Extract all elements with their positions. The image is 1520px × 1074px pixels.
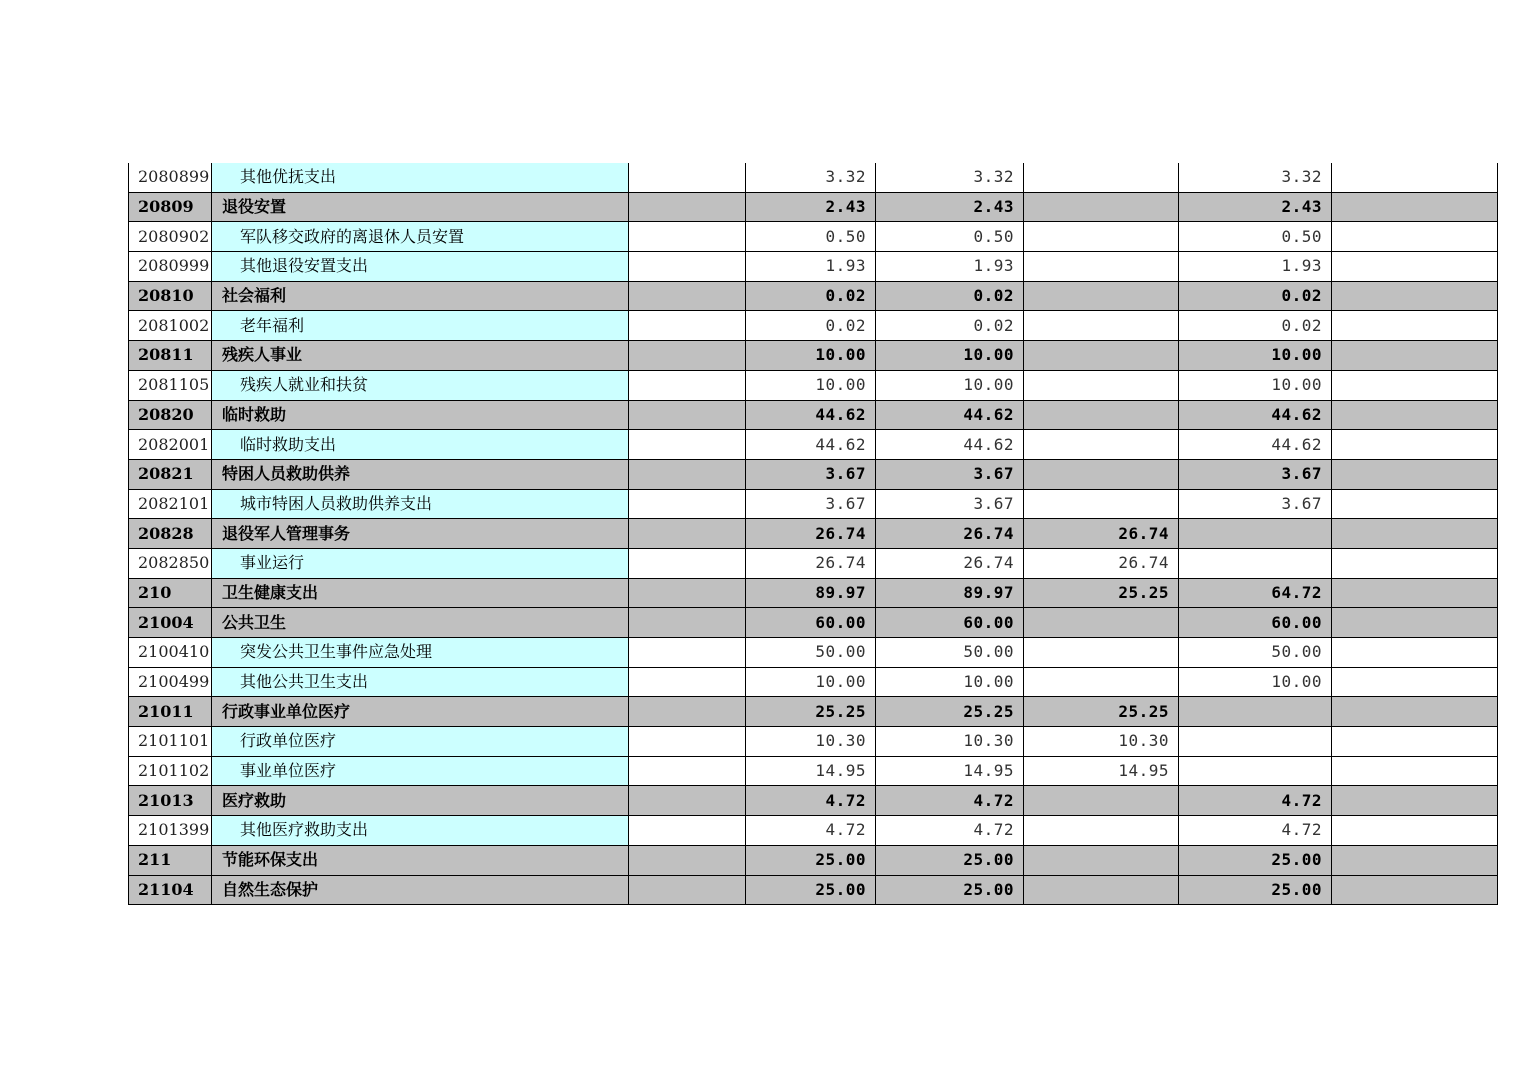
total-amount-cell: 10.00: [746, 667, 876, 697]
empty-cell: [629, 578, 746, 608]
other-expenditure-cell: [1332, 192, 1498, 222]
subtotal-amount-cell: 50.00: [876, 638, 1024, 668]
summary-row: [129, 459, 1498, 489]
subject-code-cell: 2100410: [129, 638, 212, 668]
total-amount-cell: 10.00: [746, 370, 876, 400]
subject-name-cell: 其他医疗救助支出: [212, 816, 629, 846]
subject-name-cell: 老年福利: [212, 311, 629, 341]
other-expenditure-cell: [1332, 459, 1498, 489]
basic-expenditure-cell: [1024, 667, 1179, 697]
basic-expenditure-cell: [1024, 816, 1179, 846]
project-expenditure-cell: 0.50: [1179, 222, 1332, 252]
subject-name-cell: 军队移交政府的离退休人员安置: [212, 222, 629, 252]
total-amount-cell: 50.00: [746, 638, 876, 668]
other-expenditure-cell: [1332, 756, 1498, 786]
empty-cell: [629, 697, 746, 727]
empty-cell: [629, 875, 746, 905]
detail-row: [129, 252, 1498, 282]
subject-code-cell: 2101399: [129, 816, 212, 846]
project-expenditure-cell: 4.72: [1179, 816, 1332, 846]
project-expenditure-cell: 10.00: [1179, 370, 1332, 400]
subject-name-cell: 残疾人就业和扶贫: [212, 370, 629, 400]
detail-row: [129, 311, 1498, 341]
subtotal-amount-cell: 3.67: [876, 459, 1024, 489]
empty-cell: [629, 370, 746, 400]
detail-row: [129, 816, 1498, 846]
total-amount-cell: 4.72: [746, 816, 876, 846]
empty-cell: [629, 519, 746, 549]
subject-code-cell: 21104: [129, 875, 212, 905]
summary-row: [129, 192, 1498, 222]
subject-code-cell: 21013: [129, 786, 212, 816]
project-expenditure-cell: 64.72: [1179, 578, 1332, 608]
basic-expenditure-cell: [1024, 459, 1179, 489]
subject-code-cell: 20809: [129, 192, 212, 222]
other-expenditure-cell: [1332, 667, 1498, 697]
project-expenditure-cell: [1179, 756, 1332, 786]
table-body: [129, 163, 1498, 905]
project-expenditure-cell: 1.93: [1179, 252, 1332, 282]
other-expenditure-cell: [1332, 786, 1498, 816]
subject-code-cell: 20828: [129, 519, 212, 549]
total-amount-cell: 3.67: [746, 489, 876, 519]
empty-cell: [629, 667, 746, 697]
subject-name-cell: 自然生态保护: [212, 875, 629, 905]
project-expenditure-cell: [1179, 727, 1332, 757]
basic-expenditure-cell: [1024, 875, 1179, 905]
basic-expenditure-cell: [1024, 281, 1179, 311]
subject-name-cell: 事业运行: [212, 548, 629, 578]
total-amount-cell: 25.00: [746, 845, 876, 875]
subject-name-cell: 行政单位医疗: [212, 727, 629, 757]
project-expenditure-cell: [1179, 548, 1332, 578]
subject-name-cell: 社会福利: [212, 281, 629, 311]
subtotal-amount-cell: 10.00: [876, 667, 1024, 697]
subject-name-cell: 其他优抚支出: [212, 163, 629, 192]
detail-row: [129, 222, 1498, 252]
empty-cell: [629, 192, 746, 222]
summary-row: [129, 400, 1498, 430]
subject-name-cell: 城市特困人员救助供养支出: [212, 489, 629, 519]
other-expenditure-cell: [1332, 252, 1498, 282]
subtotal-amount-cell: 10.00: [876, 341, 1024, 371]
detail-row: [129, 489, 1498, 519]
total-amount-cell: 10.30: [746, 727, 876, 757]
subject-code-cell: 2101102: [129, 756, 212, 786]
empty-cell: [629, 816, 746, 846]
project-expenditure-cell: 44.62: [1179, 430, 1332, 460]
other-expenditure-cell: [1332, 163, 1498, 192]
total-amount-cell: 26.74: [746, 548, 876, 578]
empty-cell: [629, 727, 746, 757]
empty-cell: [629, 341, 746, 371]
subtotal-amount-cell: 26.74: [876, 548, 1024, 578]
subject-name-cell: 临时救助支出: [212, 430, 629, 460]
subtotal-amount-cell: 0.50: [876, 222, 1024, 252]
empty-cell: [629, 430, 746, 460]
total-amount-cell: 1.93: [746, 252, 876, 282]
other-expenditure-cell: [1332, 281, 1498, 311]
other-expenditure-cell: [1332, 370, 1498, 400]
total-amount-cell: 10.00: [746, 341, 876, 371]
other-expenditure-cell: [1332, 697, 1498, 727]
subject-name-cell: 残疾人事业: [212, 341, 629, 371]
total-amount-cell: 26.74: [746, 519, 876, 549]
subject-name-cell: 其他公共卫生支出: [212, 667, 629, 697]
basic-expenditure-cell: [1024, 786, 1179, 816]
total-amount-cell: 3.67: [746, 459, 876, 489]
subject-name-cell: 事业单位医疗: [212, 756, 629, 786]
subject-name-cell: 突发公共卫生事件应急处理: [212, 638, 629, 668]
empty-cell: [629, 400, 746, 430]
empty-cell: [629, 489, 746, 519]
subject-code-cell: 211: [129, 845, 212, 875]
detail-row: [129, 667, 1498, 697]
basic-expenditure-cell: [1024, 400, 1179, 430]
empty-cell: [629, 311, 746, 341]
total-amount-cell: 0.02: [746, 281, 876, 311]
total-amount-cell: 44.62: [746, 430, 876, 460]
summary-row: [129, 281, 1498, 311]
project-expenditure-cell: 2.43: [1179, 192, 1332, 222]
project-expenditure-cell: 60.00: [1179, 608, 1332, 638]
basic-expenditure-cell: [1024, 845, 1179, 875]
subtotal-amount-cell: 2.43: [876, 192, 1024, 222]
other-expenditure-cell: [1332, 727, 1498, 757]
subtotal-amount-cell: 0.02: [876, 311, 1024, 341]
detail-row: [129, 756, 1498, 786]
total-amount-cell: 14.95: [746, 756, 876, 786]
total-amount-cell: 2.43: [746, 192, 876, 222]
subject-code-cell: 20821: [129, 459, 212, 489]
project-expenditure-cell: 10.00: [1179, 667, 1332, 697]
empty-cell: [629, 638, 746, 668]
total-amount-cell: 89.97: [746, 578, 876, 608]
basic-expenditure-cell: [1024, 638, 1179, 668]
subject-code-cell: 2081002: [129, 311, 212, 341]
total-amount-cell: 4.72: [746, 786, 876, 816]
summary-row: [129, 845, 1498, 875]
summary-row: [129, 875, 1498, 905]
subtotal-amount-cell: 3.32: [876, 163, 1024, 192]
summary-row: [129, 341, 1498, 371]
subtotal-amount-cell: 10.00: [876, 370, 1024, 400]
subject-code-cell: 2082001: [129, 430, 212, 460]
basic-expenditure-cell: 14.95: [1024, 756, 1179, 786]
empty-cell: [629, 786, 746, 816]
subject-name-cell: 退役军人管理事务: [212, 519, 629, 549]
project-expenditure-cell: 0.02: [1179, 281, 1332, 311]
other-expenditure-cell: [1332, 875, 1498, 905]
subtotal-amount-cell: 3.67: [876, 489, 1024, 519]
empty-cell: [629, 252, 746, 282]
empty-cell: [629, 756, 746, 786]
subtotal-amount-cell: 60.00: [876, 608, 1024, 638]
subtotal-amount-cell: 25.00: [876, 845, 1024, 875]
subject-code-cell: 20811: [129, 341, 212, 371]
subject-name-cell: 临时救助: [212, 400, 629, 430]
total-amount-cell: 0.50: [746, 222, 876, 252]
other-expenditure-cell: [1332, 400, 1498, 430]
basic-expenditure-cell: [1024, 608, 1179, 638]
subject-code-cell: 2080999: [129, 252, 212, 282]
total-amount-cell: 60.00: [746, 608, 876, 638]
total-amount-cell: 3.32: [746, 163, 876, 192]
subtotal-amount-cell: 0.02: [876, 281, 1024, 311]
subject-name-cell: 医疗救助: [212, 786, 629, 816]
basic-expenditure-cell: 25.25: [1024, 578, 1179, 608]
empty-cell: [629, 845, 746, 875]
summary-row: [129, 697, 1498, 727]
other-expenditure-cell: [1332, 845, 1498, 875]
basic-expenditure-cell: 26.74: [1024, 519, 1179, 549]
basic-expenditure-cell: [1024, 341, 1179, 371]
summary-row: [129, 519, 1498, 549]
other-expenditure-cell: [1332, 222, 1498, 252]
detail-row: [129, 638, 1498, 668]
subtotal-amount-cell: 4.72: [876, 786, 1024, 816]
subtotal-amount-cell: 26.74: [876, 519, 1024, 549]
project-expenditure-cell: 3.32: [1179, 163, 1332, 192]
subject-code-cell: 21011: [129, 697, 212, 727]
basic-expenditure-cell: [1024, 430, 1179, 460]
subject-code-cell: 2101101: [129, 727, 212, 757]
summary-row: [129, 608, 1498, 638]
subtotal-amount-cell: 89.97: [876, 578, 1024, 608]
basic-expenditure-cell: [1024, 192, 1179, 222]
project-expenditure-cell: 50.00: [1179, 638, 1332, 668]
empty-cell: [629, 163, 746, 192]
basic-expenditure-cell: [1024, 222, 1179, 252]
project-expenditure-cell: 4.72: [1179, 786, 1332, 816]
subject-name-cell: 卫生健康支出: [212, 578, 629, 608]
subtotal-amount-cell: 14.95: [876, 756, 1024, 786]
subject-code-cell: 2100499: [129, 667, 212, 697]
subtotal-amount-cell: 10.30: [876, 727, 1024, 757]
project-expenditure-cell: 25.00: [1179, 875, 1332, 905]
empty-cell: [629, 281, 746, 311]
basic-expenditure-cell: [1024, 370, 1179, 400]
detail-row: [129, 163, 1498, 192]
subject-code-cell: 21004: [129, 608, 212, 638]
basic-expenditure-cell: [1024, 489, 1179, 519]
summary-row: [129, 786, 1498, 816]
subtotal-amount-cell: 44.62: [876, 430, 1024, 460]
empty-cell: [629, 459, 746, 489]
detail-row: [129, 548, 1498, 578]
subject-name-cell: 特困人员救助供养: [212, 459, 629, 489]
total-amount-cell: 25.00: [746, 875, 876, 905]
total-amount-cell: 0.02: [746, 311, 876, 341]
project-expenditure-cell: 0.02: [1179, 311, 1332, 341]
subtotal-amount-cell: 25.25: [876, 697, 1024, 727]
other-expenditure-cell: [1332, 489, 1498, 519]
empty-cell: [629, 548, 746, 578]
other-expenditure-cell: [1332, 578, 1498, 608]
project-expenditure-cell: 3.67: [1179, 489, 1332, 519]
other-expenditure-cell: [1332, 311, 1498, 341]
total-amount-cell: 25.25: [746, 697, 876, 727]
project-expenditure-cell: [1179, 519, 1332, 549]
basic-expenditure-cell: [1024, 311, 1179, 341]
detail-row: [129, 370, 1498, 400]
other-expenditure-cell: [1332, 608, 1498, 638]
empty-cell: [629, 608, 746, 638]
detail-row: [129, 430, 1498, 460]
other-expenditure-cell: [1332, 519, 1498, 549]
subject-code-cell: 2082850: [129, 548, 212, 578]
basic-expenditure-cell: 25.25: [1024, 697, 1179, 727]
other-expenditure-cell: [1332, 548, 1498, 578]
subject-code-cell: 20810: [129, 281, 212, 311]
other-expenditure-cell: [1332, 341, 1498, 371]
subtotal-amount-cell: 4.72: [876, 816, 1024, 846]
subject-code-cell: 210: [129, 578, 212, 608]
subtotal-amount-cell: 25.00: [876, 875, 1024, 905]
project-expenditure-cell: 44.62: [1179, 400, 1332, 430]
basic-expenditure-cell: [1024, 252, 1179, 282]
subject-name-cell: 行政事业单位医疗: [212, 697, 629, 727]
project-expenditure-cell: 10.00: [1179, 341, 1332, 371]
subject-code-cell: 20820: [129, 400, 212, 430]
empty-cell: [629, 222, 746, 252]
summary-row: [129, 578, 1498, 608]
subject-code-cell: 2080899: [129, 163, 212, 192]
budget-table: [128, 163, 1498, 905]
subject-name-cell: 其他退役安置支出: [212, 252, 629, 282]
total-amount-cell: 44.62: [746, 400, 876, 430]
basic-expenditure-cell: 26.74: [1024, 548, 1179, 578]
subject-code-cell: 2082101: [129, 489, 212, 519]
detail-row: [129, 727, 1498, 757]
project-expenditure-cell: [1179, 697, 1332, 727]
subject-name-cell: 退役安置: [212, 192, 629, 222]
other-expenditure-cell: [1332, 816, 1498, 846]
subtotal-amount-cell: 44.62: [876, 400, 1024, 430]
project-expenditure-cell: 3.67: [1179, 459, 1332, 489]
subject-name-cell: 公共卫生: [212, 608, 629, 638]
subtotal-amount-cell: 1.93: [876, 252, 1024, 282]
basic-expenditure-cell: [1024, 163, 1179, 192]
basic-expenditure-cell: 10.30: [1024, 727, 1179, 757]
other-expenditure-cell: [1332, 430, 1498, 460]
other-expenditure-cell: [1332, 638, 1498, 668]
subject-code-cell: 2081105: [129, 370, 212, 400]
subject-name-cell: 节能环保支出: [212, 845, 629, 875]
project-expenditure-cell: 25.00: [1179, 845, 1332, 875]
subject-code-cell: 2080902: [129, 222, 212, 252]
